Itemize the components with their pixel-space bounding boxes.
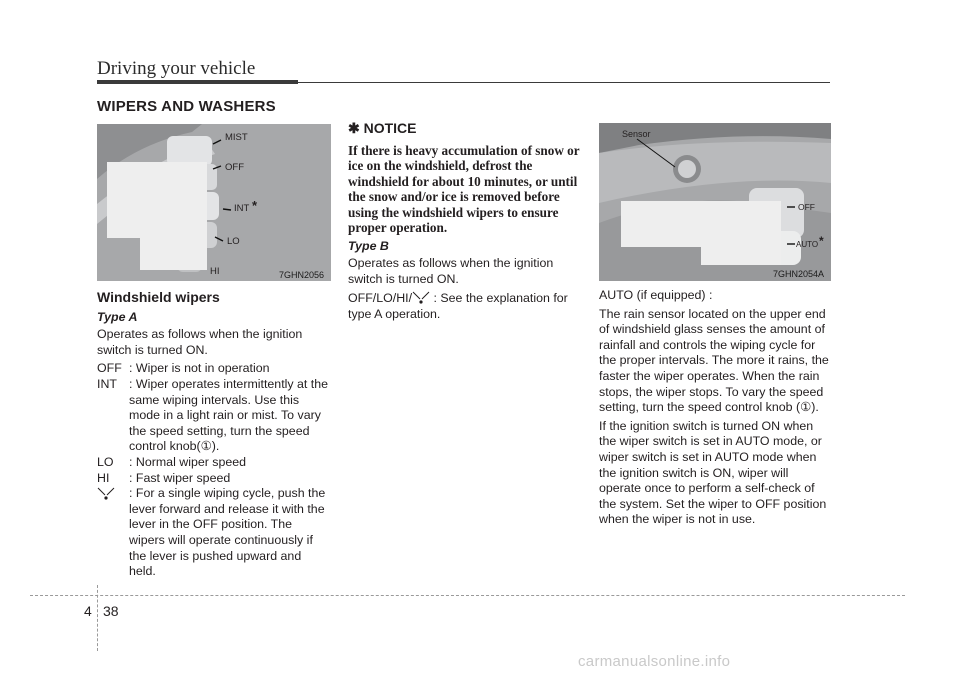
wiper-lever-illustration bbox=[97, 124, 331, 281]
type-a-label: Type A bbox=[97, 309, 138, 324]
page-section-number: 4 bbox=[84, 603, 92, 619]
type-a-intro: Operates as follows when the ignition switch is turned ON. bbox=[97, 327, 303, 357]
label-off: OFF bbox=[798, 202, 815, 212]
label-auto-asterisk: * bbox=[819, 234, 824, 248]
def-mist: : For a single wiping cycle, push the lever forward and release it with the lever in the OFF position. The wipers will operate continuously if the lever is pushed upward and held. bbox=[97, 486, 331, 580]
type-b-label: Type B bbox=[348, 238, 389, 253]
def-off: OFF : Wiper is not in operation bbox=[97, 361, 270, 376]
label-lo: LO bbox=[227, 236, 240, 247]
type-b-line: OFF/LO/HI/ : See the explanation for type A operation. bbox=[348, 291, 568, 321]
figure-code: 7GHN2054A bbox=[773, 269, 825, 279]
notice-body: If there is heavy accumulation of snow or ice on the windshield, defrost the windshield for about 10 minutes, or until the snow and/or ice is removed before using the windshield wipers to ensure proper operation. bbox=[348, 142, 580, 236]
label-mist: MIST bbox=[225, 132, 248, 143]
page-number: 38 bbox=[103, 603, 119, 619]
label-sensor: Sensor bbox=[622, 129, 651, 139]
rain-sensor-illustration bbox=[599, 123, 831, 281]
footer-dashed-divider bbox=[97, 585, 98, 651]
header-rule bbox=[298, 82, 830, 83]
def-int: INT : Wiper operates intermittently at the same wiping intervals. Use this mode in a light rain or mist. To vary the speed setting, turn the speed control knob(①). bbox=[97, 376, 329, 454]
def-hi: HI : Fast wiper speed bbox=[97, 470, 231, 485]
figure-rain-sensor bbox=[599, 123, 831, 281]
heading-windshield-wipers: Windshield wipers bbox=[97, 289, 220, 305]
footer-dashed-line bbox=[30, 595, 905, 596]
label-int: INT bbox=[234, 203, 250, 214]
figure-wiper-lever bbox=[97, 124, 331, 281]
label-auto: AUTO bbox=[796, 240, 819, 249]
mist-wiper-icon bbox=[97, 486, 115, 500]
column-1 bbox=[97, 290, 331, 580]
auto-paragraph-2: If the ignition switch is turned ON when the wiper switch is set in AUTO mode, or wiper switch is set in AUTO mode when the ignition switch is ON, wiper will operate once to perform a self-check of the system. Set the wiper to OFF position when the wiper is not in use. bbox=[599, 418, 827, 527]
section-title: WIPERS AND WASHERS bbox=[97, 98, 276, 115]
auto-label: AUTO (if equipped) : bbox=[599, 288, 713, 302]
label-hi: HI bbox=[210, 266, 220, 277]
notice-title: ✱ NOTICE bbox=[348, 120, 417, 136]
watermark: carmanualsonline.info bbox=[578, 653, 731, 670]
label-off: OFF bbox=[225, 162, 244, 173]
column-2 bbox=[348, 121, 580, 326]
auto-paragraph-1: The rain sensor located on the upper end of windshield glass senses the amount of rainfall and controls the wiping cycle for the proper intervals. The more it rains, the faster the wiper operates. When the rain stops, the wiper stops. To vary the speed setting, turn the speed control knob (①). bbox=[599, 306, 829, 415]
type-b-intro: Operates as follows when the ignition switch is turned ON. bbox=[348, 256, 554, 286]
label-int-asterisk: * bbox=[252, 198, 258, 213]
header-bar-thick bbox=[97, 80, 298, 84]
mist-wiper-icon bbox=[412, 290, 430, 304]
figure-code: 7GHN2056 bbox=[279, 270, 325, 280]
column-3 bbox=[599, 288, 831, 531]
header-title: Driving your vehicle bbox=[97, 58, 256, 79]
def-lo: LO : Normal wiper speed bbox=[97, 454, 247, 469]
